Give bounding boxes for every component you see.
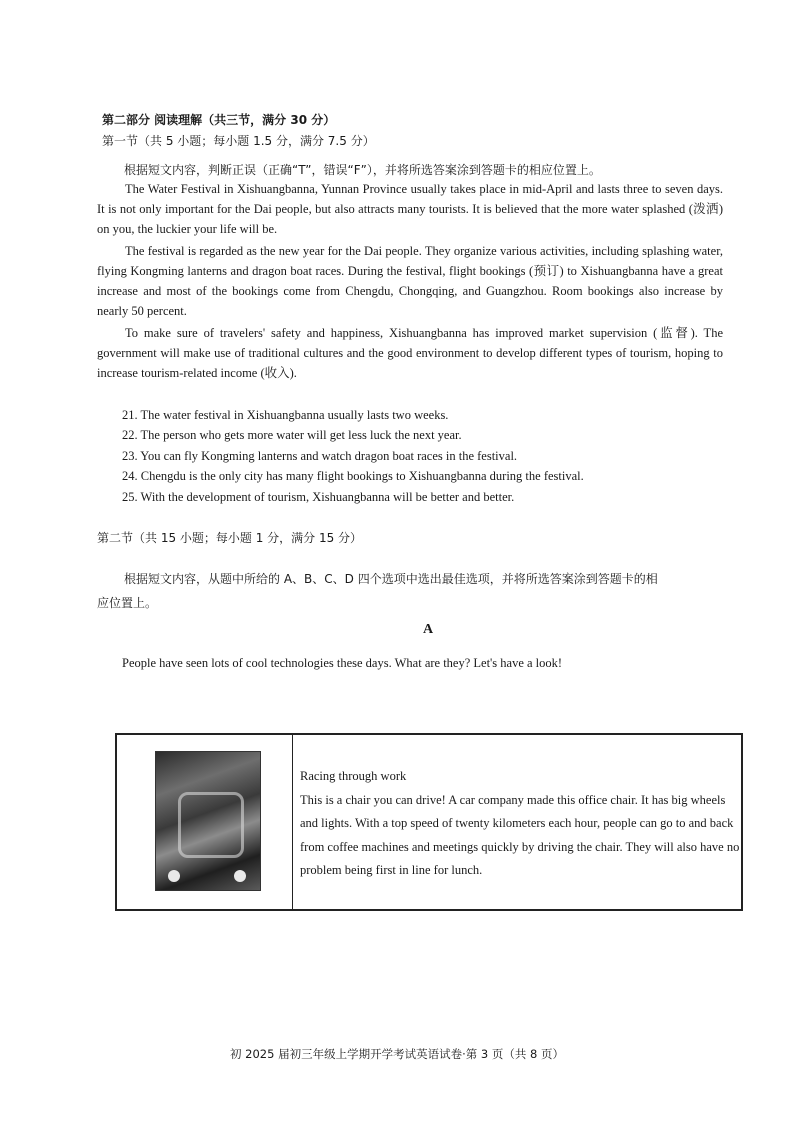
chair-outline — [178, 792, 244, 858]
question-24: 24. Chengdu is the only city has many flight bookings to Xishuangbanna during the festival. — [122, 469, 584, 483]
card-title: Racing through work — [300, 769, 407, 783]
part2-title: 第二部分 阅读理解（共三节，满分 30 分） — [102, 113, 336, 127]
passage-paragraph-1: The Water Festival in Xishuangbanna, Yunnan Province usually takes place in mid-April and lasts three to seven days. It is not only important for the Dai people, but also attracts many tourists. It is believed that the more water splashed (泼洒) on you, the luckier your life will be. — [97, 182, 723, 236]
wheel-icon — [234, 870, 246, 882]
card-divider — [292, 735, 293, 909]
office-chair-photo — [155, 751, 261, 891]
passage-paragraph-3: To make sure of travelers' safety and happiness, Xishuangbanna has improved market supervision (监督). The government will make use of traditional cultures and the good environment to develop different types of tourism, hoping to increase tourism-related income (收入). — [97, 326, 723, 380]
technology-card — [115, 733, 743, 911]
passage-paragraph-2: The festival is regarded as the new year for the Dai people. They organize various activities, including splashing water, flying Kongming lanterns and dragon boat races. During the festival, flight bookings (预订) to Xishuangbanna have a great increase and most of the bookings come from Chengdu, Chongqing, and Guangzhou. Room bookings also increase by nearly 50 percent. — [97, 244, 723, 318]
section2-instruction-line1: 根据短文内容，从题中所给的 A、B、C、D 四个选项中选出最佳选项，并将所选答案涂到答题卡的相 — [124, 572, 658, 586]
card-body: This is a chair you can drive! A car company made this office chair. It has big wheels and lights. With a top speed of twenty kilometers each hour, people can go to and back from coffee machines and meetings quickly by driving the chair. They will also have no problem being first in line for lunch. — [300, 792, 740, 877]
passage-a-intro: People have seen lots of cool technologies these days. What are they? Let's have a look! — [122, 656, 563, 670]
question-25: 25. With the development of tourism, Xishuangbanna will be better and better. — [122, 490, 515, 504]
question-22: 22. The person who gets more water will get less luck the next year. — [122, 428, 462, 442]
section1-instruction: 根据短文内容，判断正误（正确“T”，错误“F”），并将所选答案涂到答题卡的相应位置上。 — [124, 163, 601, 177]
page-footer: 初 2025 届初三年级上学期开学考试英语试卷·第 3 页（共 8 页） — [230, 1047, 564, 1061]
section1-title: 第一节（共 5 小题；每小题 1.5 分，满分 7.5 分） — [102, 134, 375, 148]
section2-title: 第二节（共 15 小题；每小题 1 分，满分 15 分） — [97, 531, 363, 545]
card-text — [300, 765, 740, 883]
wheel-icon — [168, 870, 180, 882]
question-21: 21. The water festival in Xishuangbanna usually lasts two weeks. — [122, 408, 449, 422]
section2-instruction-line2: 应位置上。 — [97, 596, 158, 610]
question-23: 23. You can fly Kongming lanterns and watch dragon boat races in the festival. — [122, 449, 518, 463]
passage-a-label: A — [422, 622, 434, 637]
